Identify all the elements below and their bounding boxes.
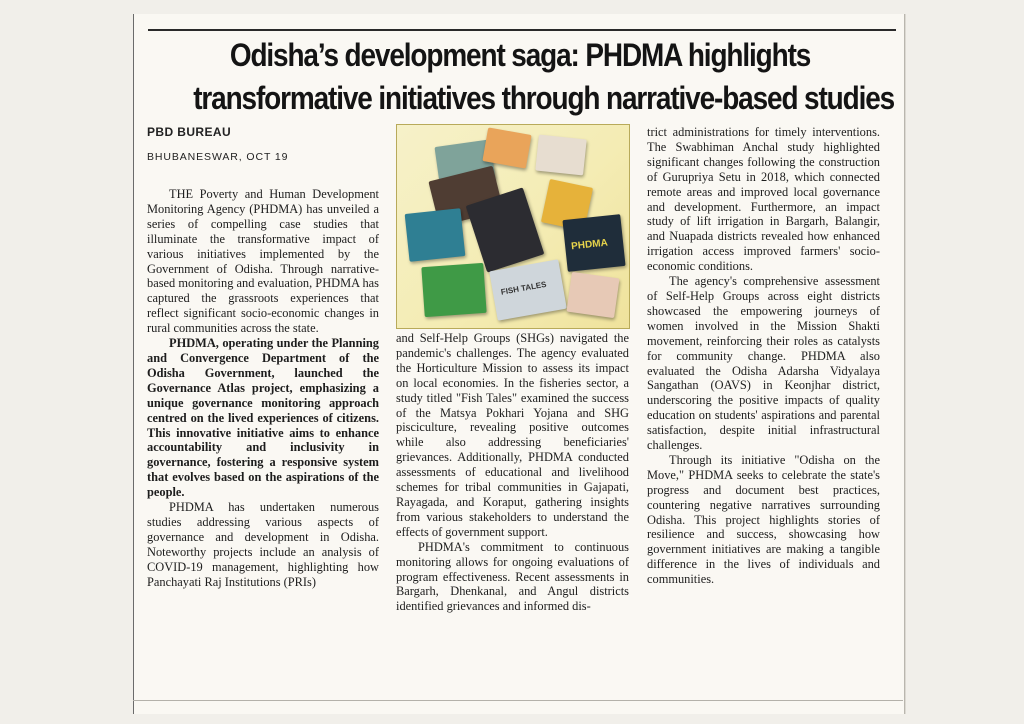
column-1 [147,187,379,589]
headline-line-1: Odisha’s development saga: PHDMA highlights [229,37,811,73]
report-book [535,135,587,176]
byline: PBD BUREAU [147,125,232,139]
paragraph: trict administrations for timely interventions. The Swabhiman Anchal study highlighted significant changes following the construction of Gurupriya Setu in 2018, which connected remote areas and improved local governance and development. Furthermore, an impact study of lift irrigation in Bargarh, Balangir, and Nuapada districts revealed how enhanced irrigation access improved farmers' socio-economic conditions. [647,125,880,274]
report-book [421,263,486,317]
book-cover-title: FISH TALES [500,279,548,297]
paragraph: PHDMA's commitment to continuous monitoring allows for ongoing evaluations of program effectiveness. Recent assessments in Bargarh, Dhenkanal, and Angul districts identified grievances and informed dis- [396,539,629,614]
paragraph: The agency's comprehensive assessment of Self-Help Groups across eight districts showcased the empowering journeys of women involved in the Mission Shakti movement, reinforcing their roles as catalysts for community change. PHDMA also evaluated the Odisha Adarsha Vidyalaya Sangathan (OAVS) in Keonjhar district, underscoring the positive impacts of quality education on students' aspirations and parental satisfaction, despite initial infrastructural challenges. [647,274,880,453]
paragraph: THE Poverty and Human Development Monitoring Agency (PHDMA) has unveiled a series of compelling case studies that illuminate the transformative impact of various initiatives implemented by the Government of Odisha. Through narrative-based monitoring and evaluation, PHDMA has captured the grassroots experiences that reflect significant socio-economic changes in rural communities across the state. [147,187,379,336]
headline-line-2: transformative initiatives through narrative-based studies [193,80,895,116]
column-2 [396,331,629,614]
headline [193,34,895,120]
column-3 [647,125,880,587]
paragraph: and Self-Help Groups (SHGs) navigated the pandemic's challenges. The agency evaluated the Horticulture Mission to assess its impact on local economies. In the fisheries sector, a study titled "Fish Tales" examined the success of the Matsya Pokhari Yojana and SHG pisciculture, revealing positive outcomes while also addressing beneficiaries' grievances. Additionally, PHDMA conducted assessments of educational and livelihood schemes for tribal communities in Gajapati, Rayagada, and Koraput, gathering insights from various stakeholders to understand the effects of government support. [396,331,629,539]
book-cover-title: PHDMA [570,237,609,253]
report-book [482,127,531,168]
report-books-photo [396,124,630,329]
paragraph: PHDMA has undertaken numerous studies addressing various aspects of governance and development in Odisha. Noteworthy projects include an analysis of COVID-19 management, highlighting how Panchayati Raj Institutions (PRIs) [147,500,379,589]
paragraph: PHDMA, operating under the Planning and Convergence Department of the Odisha Government, launched the Governance Atlas project, emphasizing a unique governance monitoring approach centred on the lived experiences of citizens. This innovative initiative aims to enhance accountability and inclusivity in governance, fostering a responsive system that evolves based on the aspirations of the people. [147,336,379,500]
report-book [405,208,466,262]
report-book [489,259,567,320]
report-book [562,214,625,272]
dateline: BHUBANESWAR, OCT 19 [147,151,289,163]
clipping-bottom-edge [133,700,903,701]
paragraph: Through its initiative "Odisha on the Move," PHDMA seeks to celebrate the state's progress and document best practices, countering negative narratives surrounding Odisha. This project highlights stories of resilience and success, showcasing how government initiatives are making a tangible difference in the lives of individuals and communities. [647,452,880,587]
top-rule [148,29,896,31]
report-book [566,272,619,318]
